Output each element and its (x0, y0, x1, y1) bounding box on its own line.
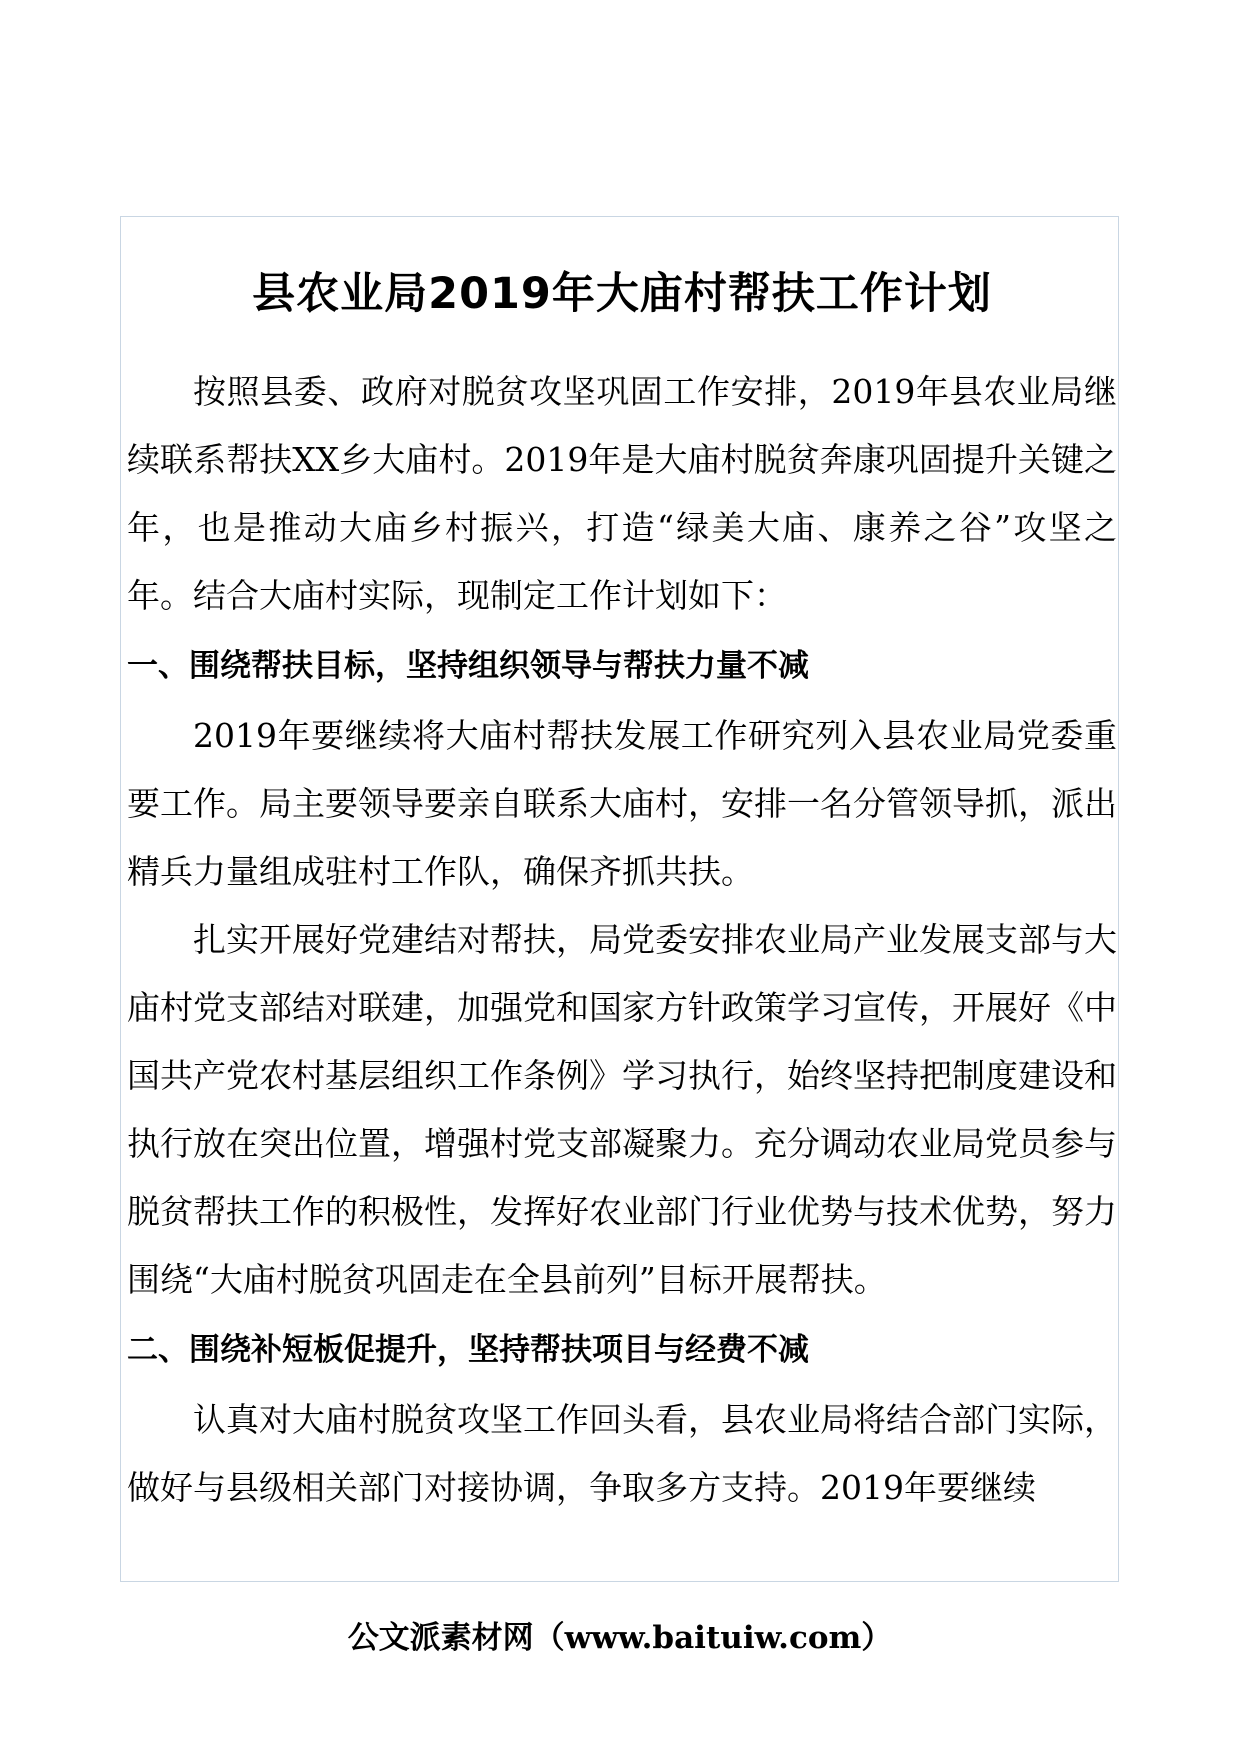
section-2-paragraph-1: 认真对大庙村脱贫攻坚工作回头看，县农业局将结合部门实际，做好与县级相关部门对接协调，争取多方支持。2019年要继续 (127, 1400, 1117, 1507)
section-1-heading: 一、围绕帮扶目标，坚持组织领导与帮扶力量不减 (127, 648, 809, 684)
section-2-heading: 二、围绕补短板促提升，坚持帮扶项目与经费不减 (127, 1332, 809, 1368)
document-title: 县农业局2019年大庙村帮扶工作计划 (252, 269, 992, 319)
section-1-paragraph-1: 2019年要继续将大庙村帮扶发展工作研究列入县农业局党委重要工作。局主要领导要亲自联系大庙村，安排一名分管领导抓，派出精兵力量组成驻村工作队，确保齐抓共扶。 (127, 716, 1117, 891)
section-1-paragraph-2: 扎实开展好党建结对帮扶，局党委安排农业局产业发展支部与大庙村党支部结对联建，加强党和国家方针政策学习宣传，开展好《中国共产党农村基层组织工作条例》学习执行，始终坚持把制度建设和执行放在突出位置，增强村党支部凝聚力。充分调动农业局党员参与脱贫帮扶工作的积极性，发挥好农业部门行业优势与技术优势，努力围绕“大庙村脱贫巩固走在全县前列”目标开展帮扶。 (127, 920, 1117, 1299)
intro-paragraph: 按照县委、政府对脱贫攻坚巩固工作安排，2019年县农业局继续联系帮扶XX乡大庙村。2019年是大庙村脱贫奔康巩固提升关键之年，也是推动大庙乡村振兴，打造“绿美大庙、康养之谷”攻坚之年。结合大庙村实际，现制定工作计划如下： (127, 372, 1117, 615)
document-body (127, 222, 1117, 1522)
footer-watermark-text: 公文派素材网（www.baituiw.com） (347, 1620, 893, 1656)
